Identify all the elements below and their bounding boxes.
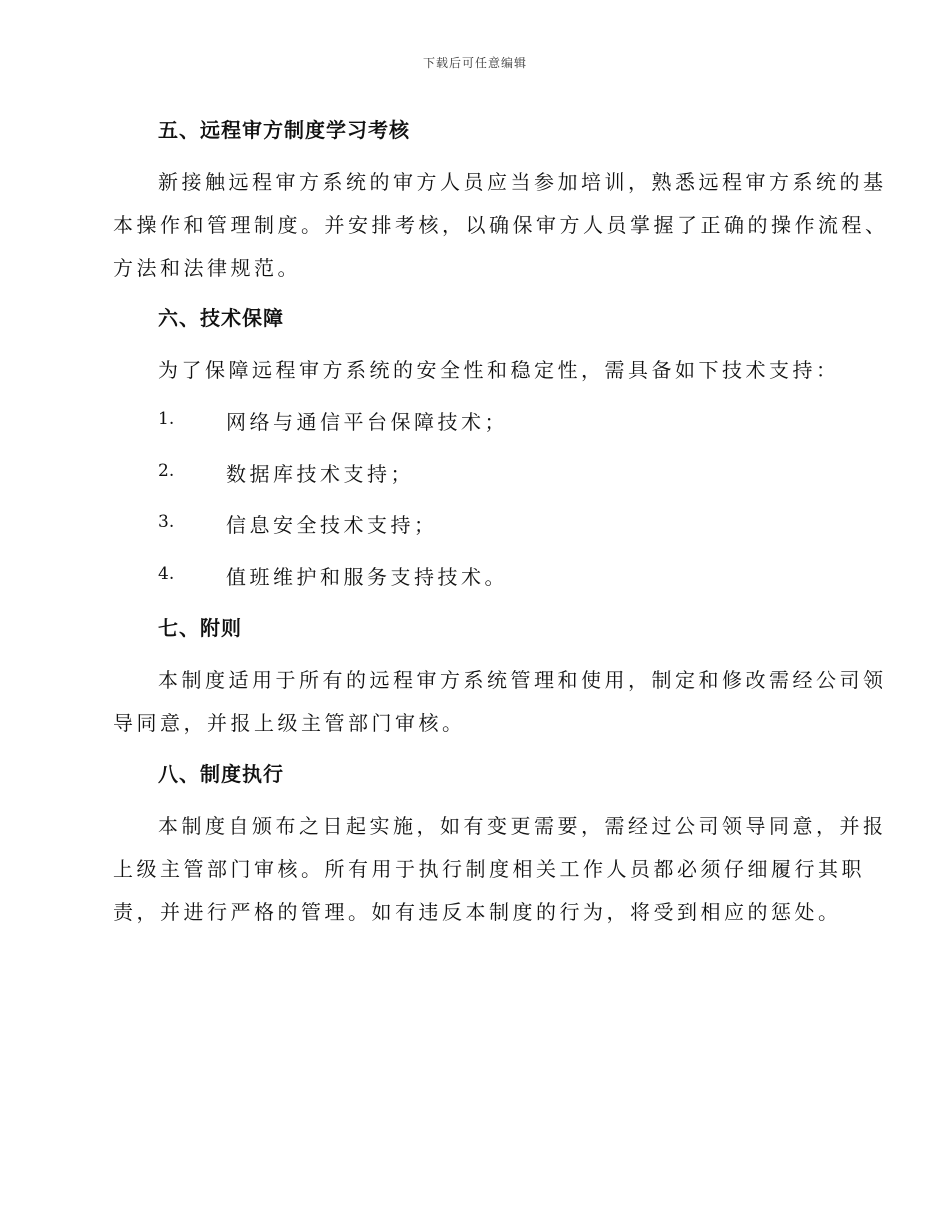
section-5-paragraph-line-3: 方法和法律规范。 (113, 256, 301, 280)
list-item-text: 值班维护和服务支持技术。 (226, 565, 508, 589)
section-8-paragraph-line-3: 责，并进行严格的管理。如有违反本制度的行为，将受到相应的惩处。 (113, 900, 842, 924)
section-6-intro: 为了保障远程审方系统的安全性和稳定性，需具备如下技术支持： (158, 358, 840, 382)
section-7-paragraph-line-2: 导同意，并报上级主管部门审核。 (113, 711, 466, 735)
section-6-heading: 六、技术保障 (158, 306, 284, 330)
section-5-paragraph-line-2: 本操作和管理制度。并安排考核，以确保审方人员掌握了正确的操作流程、 (113, 213, 889, 237)
list-item-text: 信息安全技术支持； (226, 513, 438, 537)
list-item-number: 4. (158, 564, 175, 584)
list-item-number: 1. (158, 409, 175, 429)
list-item-number: 3. (158, 512, 175, 532)
section-8-heading: 八、制度执行 (158, 762, 284, 786)
section-5-paragraph-line-1: 新接触远程审方系统的审方人员应当参加培训，熟悉远程审方系统的基 (158, 170, 887, 194)
section-8-paragraph-line-2: 上级主管部门审核。所有用于执行制度相关工作人员都必须仔细履行其职 (113, 857, 865, 881)
section-5-heading: 五、远程审方制度学习考核 (158, 118, 410, 142)
section-8-paragraph-line-1: 本制度自颁布之日起实施，如有变更需要，需经过公司领导同意，并报 (158, 814, 887, 838)
section-7-paragraph-line-1: 本制度适用于所有的远程审方系统管理和使用，制定和修改需经公司领 (158, 668, 887, 692)
section-7-heading: 七、附则 (158, 616, 242, 640)
list-item-text: 数据库技术支持； (226, 462, 414, 486)
list-item-number: 2. (158, 461, 175, 481)
header-note: 下载后可任意编辑 (422, 56, 527, 70)
list-item-text: 网络与通信平台保障技术； (226, 410, 508, 434)
